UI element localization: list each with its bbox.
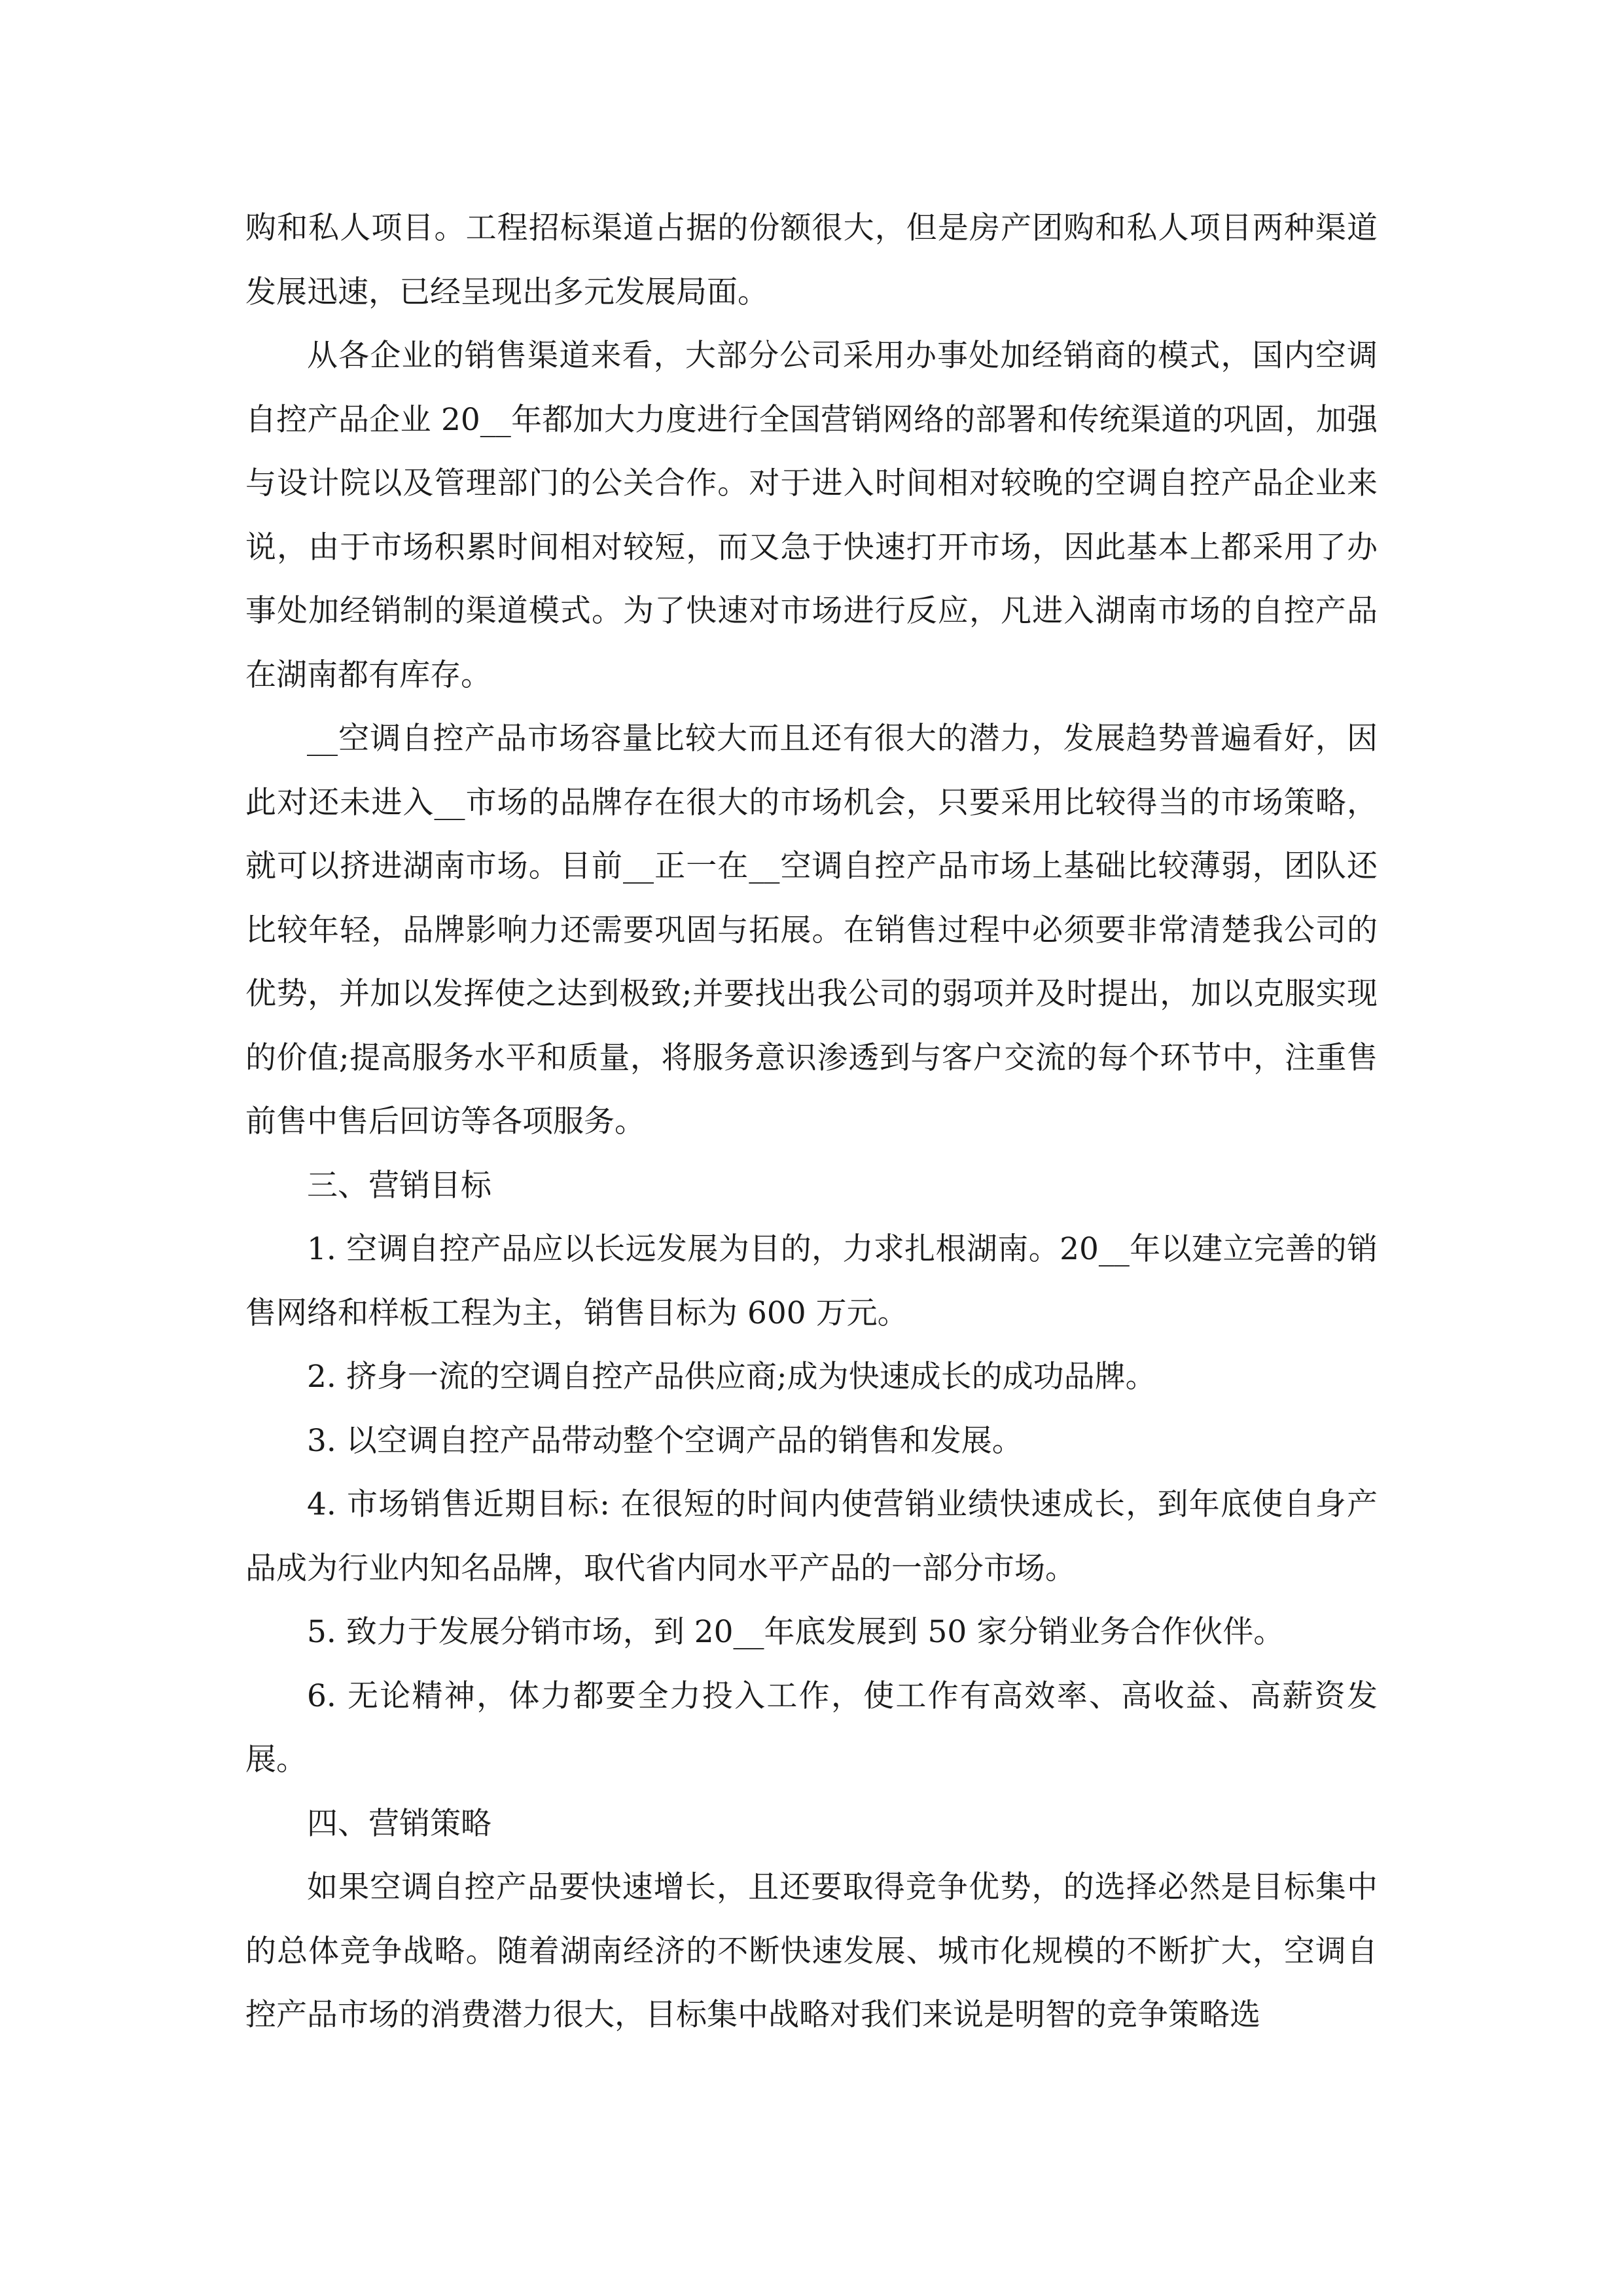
goal-item-2: 2. 挤身一流的空调自控产品供应商;成为快速成长的成功品牌。: [307, 1359, 1156, 1395]
paragraph-market-opportunity: __空调自控产品市场容量比较大而且还有很大的潜力，发展趋势普遍看好，因此对还未进入__市场的品牌存在很大的市场机会，只要采用比较得当的市场策略，就可以挤进湖南市场。目前__正一在__空调自控产品市场上基础比较薄弱，团队还比较年轻，品牌影响力还需要巩固与拓展。在销售过程中必须要非常清楚我公司的优势，并加以发挥使之达到极致;并要找出我公司的弱项并及时提出，加以克服实现的价值;提高服务水平和质量，将服务意识渗透到与客户交流的每个环节中，注重售前售中售后回访等各项服务。: [245, 721, 1378, 1139]
section-heading-marketing-strategy: 四、营销策略: [307, 1805, 491, 1842]
section-heading-marketing-goals: 三、营销目标: [307, 1167, 491, 1204]
goal-item-6: 6. 无论精神，体力都要全力投入工作，使工作有高效率、高收益、高薪资发展。: [245, 1677, 1378, 1778]
paragraph-strategy: 如果空调自控产品要快速增长，且还要取得竞争优势，的选择必然是目标集中的总体竞争战略。随着湖南经济的不断快速发展、城市化规模的不断扩大，空调自控产品市场的消费潜力很大，目标集中战略对我们来说是明智的竞争策略选: [245, 1869, 1378, 2033]
goal-item-1: 1. 空调自控产品应以长远发展为目的，力求扎根湖南。20__年以建立完善的销售网络和样板工程为主，销售目标为 600 万元。: [245, 1231, 1378, 1331]
paragraph-channel-development: 购和私人项目。工程招标渠道占据的份额很大，但是房产团购和私人项目两种渠道发展迅速，已经呈现出多元发展局面。: [245, 210, 1378, 310]
goal-item-3: 3. 以空调自控产品带动整个空调产品的销售和发展。: [307, 1422, 1023, 1459]
goal-item-5: 5. 致力于发展分销市场，到 20__年底发展到 50 家分销业务合作伙伴。: [307, 1614, 1285, 1650]
goal-item-4: 4. 市场销售近期目标: 在很短的时间内使营销业绩快速成长，到年底使自身产品成为行业内知名品牌，取代省内同水平产品的一部分市场。: [245, 1486, 1378, 1587]
document-body: [245, 196, 1378, 2047]
paragraph-sales-channels: 从各企业的销售渠道来看，大部分公司采用办事处加经销商的模式，国内空调自控产品企业 20__年都加大力度进行全国营销网络的部署和传统渠道的巩固，加强与设计院以及管理部门的公关合作。对于进入时间相对较晚的空调自控产品企业来说，由于市场积累时间相对较短，而又急于快速打开市场，因此基本上都采用了办事处加经销制的渠道模式。为了快速对市场进行反应，凡进入湖南市场的自控产品在湖南都有库存。: [245, 338, 1378, 693]
